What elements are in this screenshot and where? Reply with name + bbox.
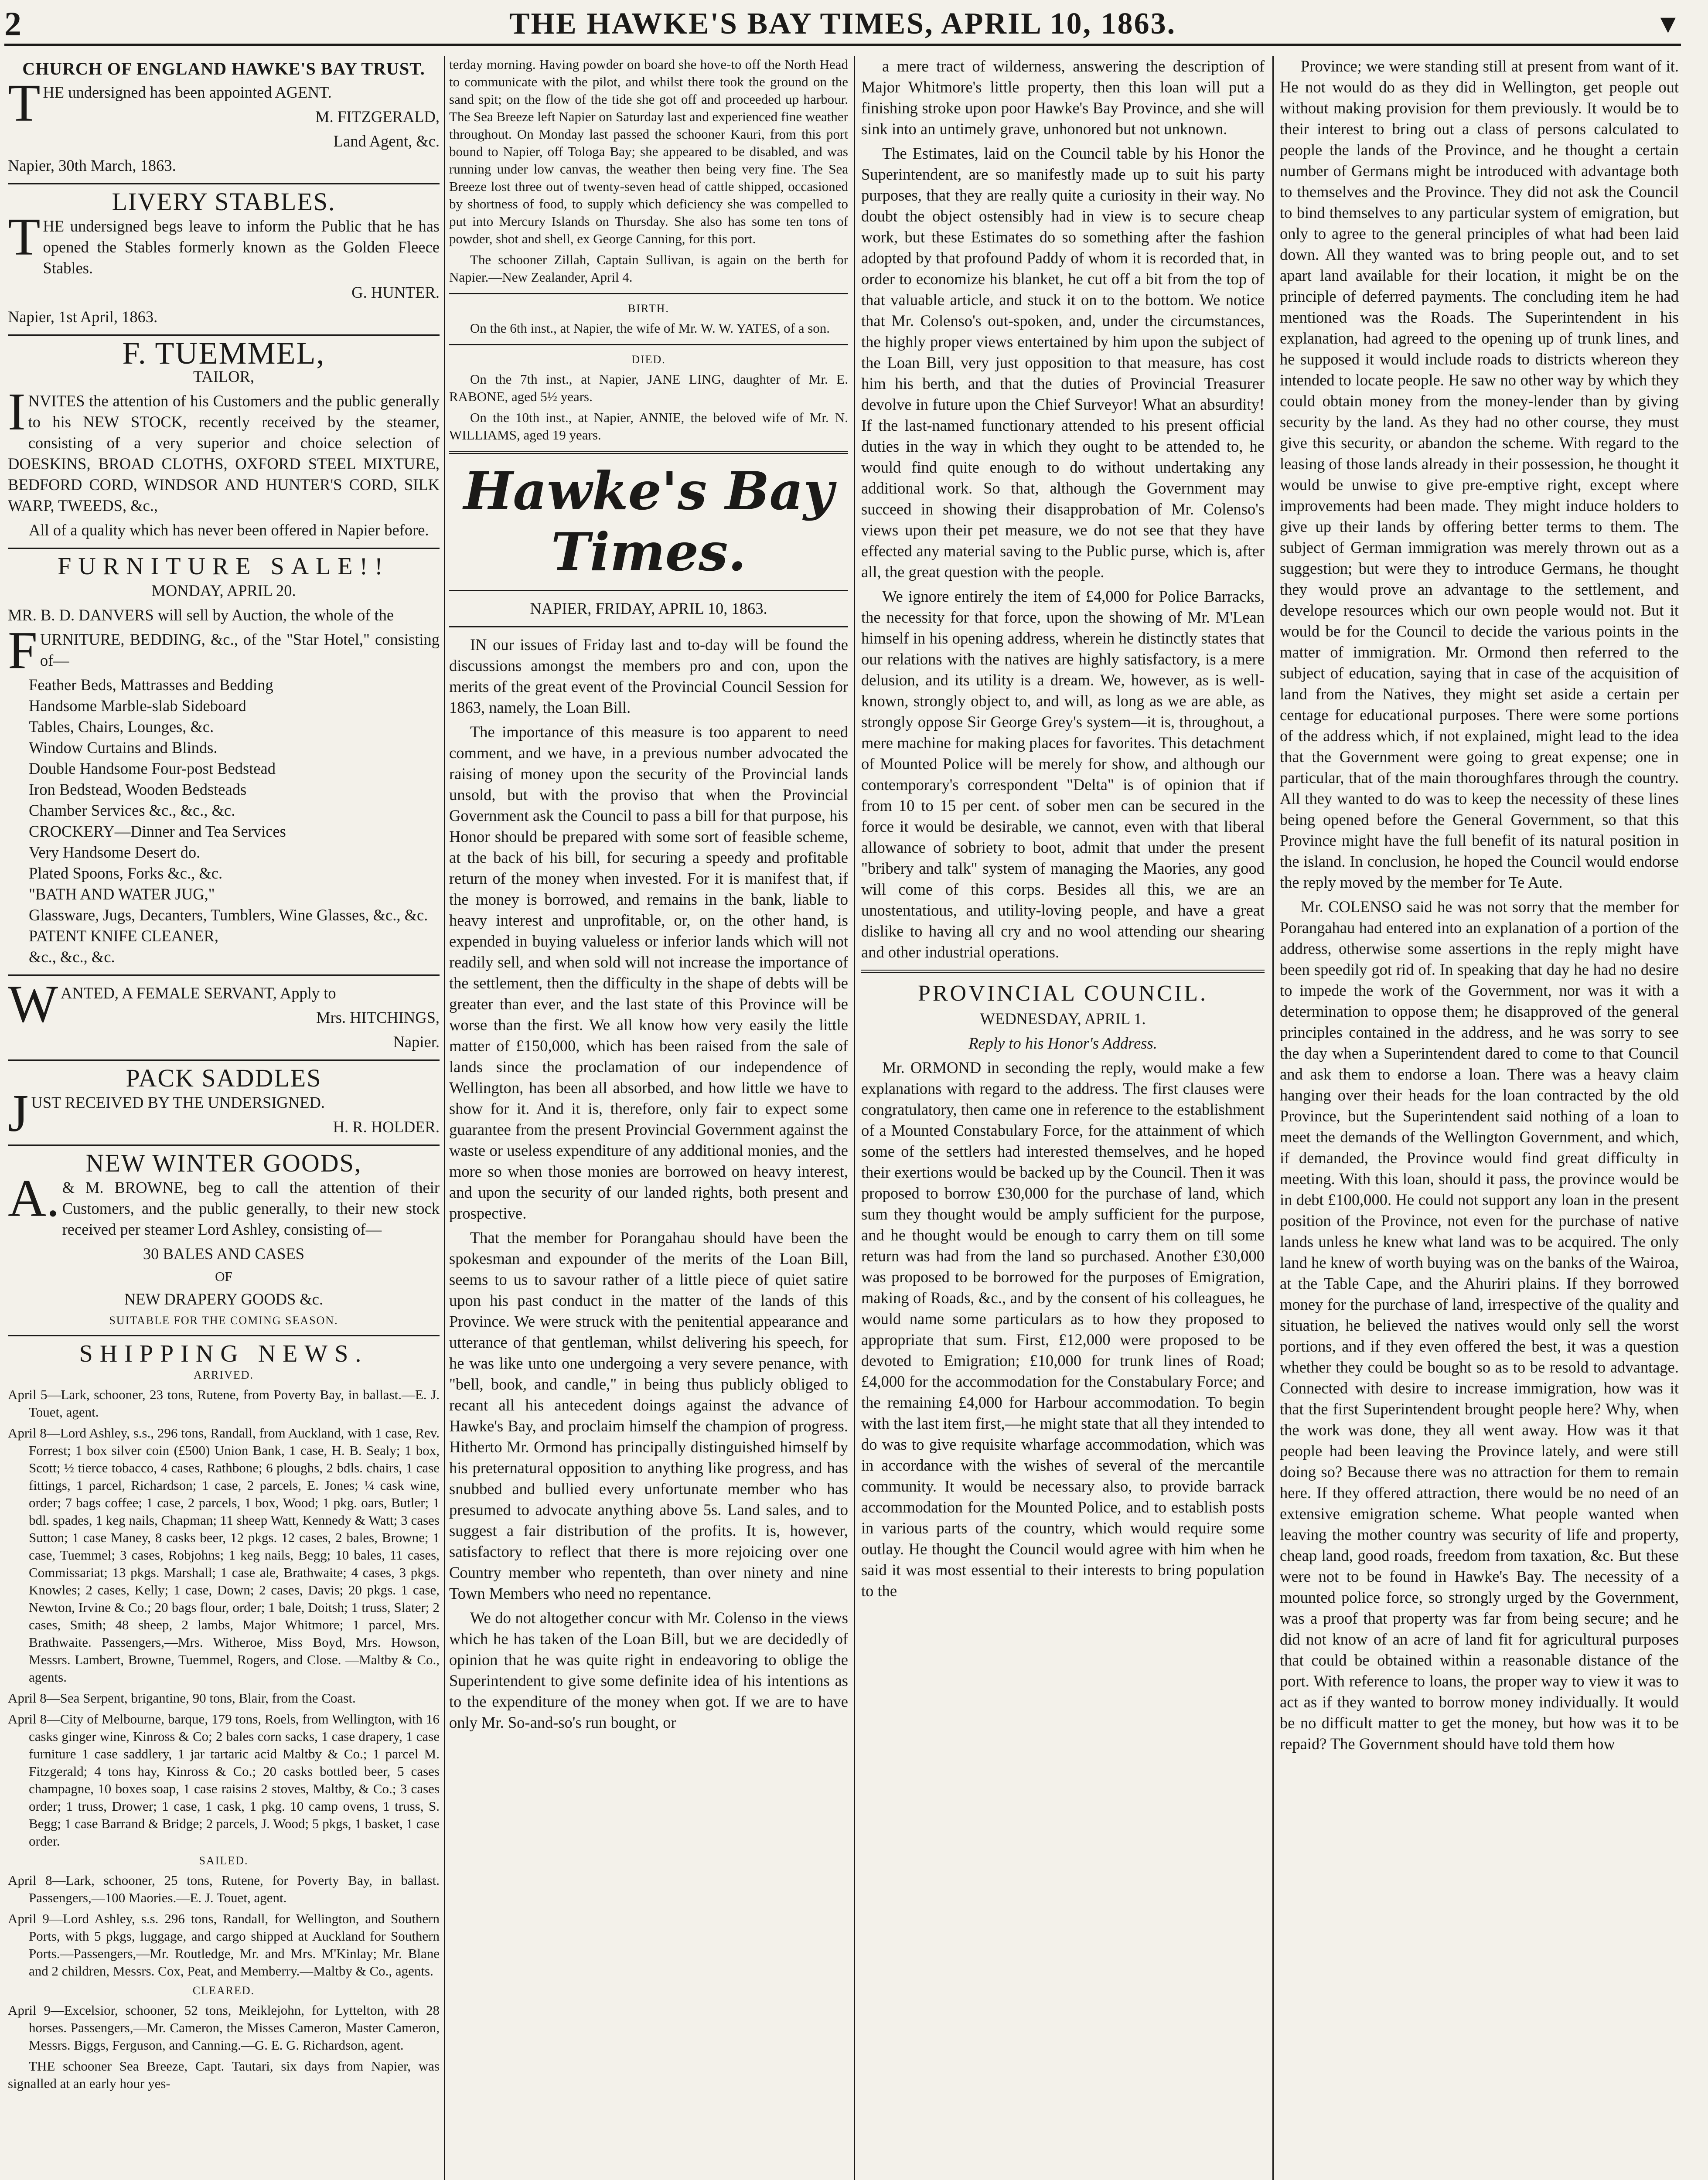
church-trust-role: Land Agent, &c. — [333, 132, 440, 150]
pack-saddles-signature: H. R. HOLDER. — [333, 1118, 440, 1136]
furniture-item: Very Handsome Desert do. — [29, 843, 201, 861]
church-trust-notice: THE undersigned has been appointed AGENT. — [8, 74, 332, 133]
furniture-item: Glassware, Jugs, Decanters, Tumblers, Wine Glasses, &c., &c. — [29, 906, 428, 924]
column-advertisements — [8, 56, 440, 2180]
tuemmel-notice-quality: All of a quality which has never been offered in Napier before. — [29, 521, 429, 539]
furniture-sale-intro: MR. B. D. DANVERS will sell by Auction, the whole of the — [8, 606, 394, 624]
masthead — [4, 4, 1681, 46]
sailing-entry: April 8—Lark, schooner, 25 tons, Rutene, for Poverty Bay, in ballast. Passengers,—100 Maories.—E. J. Touet, agent. — [8, 1873, 440, 1905]
pack-saddles-heading: PACK SADDLES — [126, 1064, 322, 1092]
column-council — [861, 56, 1265, 2180]
council-subheading: Reply to his Honor's Address. — [968, 1034, 1157, 1052]
tuemmel-notice: INVITES the attention of his Customers and the public generally to his NEW STOCK, recently received by the steamer, consisting of a very superior and choice selection of DOESKINS, BROAD CLOTHS, OXFORD STEEL MIXTURE, BEDFORD CORD, WINDSOR AND HUNTER'S CORD, SILK WARP, TWEEDS, &c., — [8, 382, 440, 514]
furniture-item: Chamber Services &c., &c., &c. — [29, 801, 235, 819]
furniture-item: Double Handsome Four-post Bedstead — [29, 760, 276, 777]
divider — [861, 970, 1265, 973]
death-notice: On the 10th inst., at Napier, ANNIE, the beloved wife of Mr. N. WILLIAMS, aged 19 years. — [449, 410, 848, 443]
tuemmel-heading: F. TUEMMEL, — [122, 336, 325, 371]
divider — [449, 451, 848, 454]
divider — [8, 183, 440, 184]
divider — [449, 293, 848, 294]
furniture-item: Handsome Marble-slab Sideboard — [29, 697, 246, 715]
furniture-item: CROCKERY—Dinner and Tea Services — [29, 822, 286, 840]
clearance-entry: April 9—Excelsior, schooner, 52 tons, Meiklejohn, for Lyttelton, with 28 horses. Passengers,—Mr. Cameron, the Misses Cameron, Master Cameron, Messrs. Biggs, Ferguson, and Canning.—G. E. G. Richardson, agent. — [8, 2003, 440, 2053]
divider — [449, 590, 848, 591]
council-paragraph: Province; we were standing still at present from want of it. He not would do as they did in Wellington, get people out without making provision for them previously. It would be to their interest to bring out a class of persons calculated to people the lands of the Province, and he thought a certain number of Germans might be introduced with advantage both to themselves and the Province. They did not ask the Council to bind themselves to any particular system of emigration, but only to agree to the general principles of what had been laid down. All they wanted was to bring people out, and to set apart land available for their location, it might be on the principle of deferred payments. The concluding item he had mentioned was the Roads. The Superintendent in his explanation, had agreed to the opening up of trunk lines, and he supposed it would include roads to districts whereon they intended to locate people. He saw no other way by which they could obtain money from the money-lender than by giving security by the land. As they had no other course, they must give this security, or abandon the scheme. With regard to the leasing of those lands already in their possession, he thought it would be unwise to give pre-emptive right, except where improvements had been made. They might induce holders to give up their lands by offering better terms to them. The subject of German immigration was merely thrown out as a suggestion; but were they to introduce Germans, he thought they would prove an advantage to the settlement, and develope resources which our own people would not. But it would be for the Council to decide the various points in the matter of immigration. Mr. Ormond then referred to the subject of education, saying that in case of the acquisition of land from the Natives, they might set aside a certain per centage for educational purposes. There were some portions of the address which, if not explained, might lead to the idea that the Government were going to great expense; one in particular, that of the main thoroughfares through the country. All they wanted to do was to keep the necessity of these lines being opened before the General Government, so that this Province might have the full benefit of its natural position in the island. In conclusion, he hoped the Council would endorse the reply moved by the member for Te Aute. — [1280, 57, 1679, 891]
editorial-paragraph: The Estimates, laid on the Council table by his Honor the Superintendent, are so manifestly made up to suit his party purposes, that they are really quite a curiosity in their way. No doubt the object ostensibly had in view is to secure cheap work, but these Estimates do so something after the fashion adopted by that profound Paddy of whom it is recorded that, in order to economize his blanket, he cut off a bit from the top of that valuable article, and stuck it on to the bottom. We notice that Mr. Colenso's out-spoken, and, under the circumstances, the highly proper views entertained by him upon the subject of the Loan Bill, very just opposition to that measure, has cost him his berth, and that the duties of Provincial Treasurer devolve in future upon the Chief Surveyor! What an absurdity! If the last-named functionary attended to his present official duties in the way in which they ought to be attended to, he would find quite enough to do without undertaking any additional work. So that, although the Government may succeed in showing their disapprobation of Mr. Colenso's views upon their pet measure, we do not see that they have effected any material saving to the Public purse, which is, after all, the great question with the people. — [861, 144, 1265, 581]
furniture-sale-body: FURNITURE, BEDDING, &c., of the "Star Hotel," consisting of— — [8, 621, 440, 680]
livery-heading: LIVERY STABLES. — [112, 187, 336, 216]
winter-goods-line: 30 BALES AND CASES — [143, 1245, 305, 1263]
arrival-entry: April 5—Lark, schooner, 23 tons, Rutene, from Poverty Bay, in ballast.—E. J. Touet, agent. — [8, 1387, 440, 1420]
winter-goods-line: OF — [215, 1269, 232, 1284]
winter-goods-notice: A.& M. BROWNE, beg to call the attention of their Customers, and the public generally, to their new stock received per steamer Lord Ashley, consisting of— — [8, 1169, 440, 1238]
furniture-item: Plated Spoons, Forks &c., &c. — [29, 864, 223, 882]
livery-notice: THE undersigned begs leave to inform the Public that he has opened the Stables formerly known as the Golden Fleece Stables. — [8, 208, 440, 277]
divider — [449, 626, 848, 627]
wanted-place: Napier. — [393, 1033, 440, 1051]
paper-nameplate: Hawke's Bay Times. — [464, 460, 834, 583]
editorial-paragraph: We ignore entirely the item of £4,000 for Police Barracks, the necessity for that force, upon the showing of Mr. M'Lean himself in his opening address, wherein he distinctly states that our relations with the natives are highly satisfactory, is a mere delusion, and its utility is a dream. We, however, as is well-known, strongly object to, and will, as long as we are able, as strongly oppose Sir George Grey's system—it is, throughout, a mere machine for making places for favorites. This detachment of Mounted Police will be merely for show, and although our contemporary's correspondent "Delta" is of opinion that if from 10 to 15 per cent. of sober men can be secured in the force it would be desirable, we cannot, even with that liberal allowance of sobriety to boot, admit that under the present "bribery and talk" system of managing the Maories, any good will come of this corps. Besides all this, we are an unostentatious, and utility-loving people, and have a great dislike to having all cry and no wool attending our shearing and other industrial operations. — [861, 587, 1265, 961]
church-trust-signature: M. FITZGERALD, — [315, 108, 440, 126]
birth-label: BIRTH. — [628, 302, 669, 315]
council-paragraph: Mr. ORMOND in seconding the reply, would make a few explanations with regard to the address. The first clauses were congratulatory, then came one in reference to the establishment of a Mounted Constabulary Force, for the attainment of which some of the settlers had interested themselves, and he hoped their exertions would be backed up by the Council. Then it was proposed to borrow £30,000 for the purchase of land, which sum they thought would be amply sufficient for the purpose, and he thought would be enough to carry them on till some return was had from the land so purchased. Another £30,000 was proposed to be borrowed for the purposes of Emigration, making of Roads, &c., and by the consent of his colleagues, he would name some particulars as to how they proposed to appropriate that sum. First, £12,000 were proposed to be devoted to Emigration; £10,000 for trunk lines of Road; £4,000 for the accommodation for the Constabulary Force; and the remaining £4,000 for Harbour accommodation. To begin with the last item first,—he might state that all they intended to do was to give requisite wharfage accommodation, which was in accordance with the wishes of several of the mercantile community. It would be necessary also, to provide barrack accommodation for the Mounted Police, and to establish posts in various parts of the country, which would require some outlay. He thought the Council would agree with him when he said it was most essential to their interests to bring population to the — [861, 1059, 1265, 1600]
winter-goods-line: NEW DRAPERY GOODS &c. — [124, 1290, 324, 1308]
wanted-signature: Mrs. HITCHINGS, — [316, 1008, 440, 1026]
divider — [8, 974, 440, 976]
arrival-entry: April 8—Lord Ashley, s.s., 296 tons, Randall, from Auckland, with 1 case, Rev. Forrest; 1 box silver coin (£500) Union Bank, 1 case, H. B. Sealy; 1 box, Scott; ½ tierce tobacco, 4 cases, Rathbone; 6 ploughs, 2 bdls. chairs, 1 case fittings, 1 parcel, Richardson; 1 case, 2 parcels, E. Jones; ¼ cask wine, order; 7 bags coffee; 1 case, 2 parcels, 1 box, Wood; 1 pkg. oars, Butler; 1 bdl. spades, 1 keg nails, Chapman; 11 sheep Watt, Kennedy & Watt; 3 cases Sutton; 1 case Maney, 8 casks beer, 12 pkgs. 12 cases, 2 bales, Browne; 1 case, Tuemmel; 3 cases, Robjohns; 1 keg nails, Begg; 10 bales, 11 cases, Commissariat; 13 pkgs. Marshall; 1 case ale, Brathwaite; 4 cases, 3 pkgs. Knowles; 2 cases, Kelly; 1 case, Down; 2 cases, Davis; 20 pkgs. 1 case, Newton, Irvine & Co.; 20 bags flour, order; 1 bale, Doitsh; 1 truss, Slater; 2 cases, Smith; 48 sheep, 2 lambs, Major Whitmore; 1 parcel, Mrs. Brathwaite. Passengers,—Mrs. Witheroe, Miss Boyd, Mrs. Howson, Messrs. Lambert, Browne, Tuemmel, Rogers, and Close. —Maltby & Co., agents. — [8, 1425, 440, 1685]
printer-mark-icon: ▼ — [1655, 9, 1681, 38]
council-report — [861, 1057, 1265, 1601]
furniture-item: Iron Bedstead, Wooden Bedsteads — [29, 780, 247, 798]
arrived-label: ARRIVED. — [193, 1369, 254, 1381]
furniture-items-list — [8, 674, 440, 967]
furniture-item: PATENT KNIFE CLEANER, — [29, 927, 218, 945]
council-report-continued — [1280, 56, 1679, 1754]
council-date: WEDNESDAY, APRIL 1. — [980, 1010, 1146, 1028]
editorial-paragraph: The importance of this measure is too apparent to need comment, and we have, in a previous number advocated the raising of money upon the security of the Provincial lands unsold, but with the proviso that when the Provincial Government ask the Council to pass a bill for that purpose, his Honor should be prepared with some sort of feasible scheme, at the back of his bill, for securing a speedy and profitable return of the money when invested. For it is manifest that, if the money is borrowed, and remains in the bank, liable to heavy interest and unprofitable, or, on the other hand, is expended in buying valueless or inferior lands which will not readily sell, and when sold will not increase the importance of the settlement, then the difficulty in the shape of debts will be greater than ever, and the last state of this Province will be worse than the first. We all know how very easily the little matter of £150,000, which has been raised from the sale of lands since the proclamation of our independence of Wellington, has been all absorbed, and how little we have to show for it. And it is, therefore, only fair to expect some guarantee from the present Provincial Government against the waste or useless expenditure of any additional monies, and the more so when those monies are borrowed on heavy interest, and upon the security of our landed rights, both present and prospective. — [449, 723, 848, 1222]
editorial-paragraph: a mere tract of wilderness, answering the description of Major Whitmore's little property, then this loan will put a finishing stroke upon poor Hawke's Bay Province, and she will sink into an untimely grave, unhonored but not unknown. — [861, 57, 1265, 138]
winter-goods-line: SUITABLE FOR THE COMING SEASON. — [109, 1314, 338, 1327]
shipping-news-heading: SHIPPING NEWS. — [79, 1340, 368, 1367]
editorial-body — [449, 634, 848, 1733]
sailing-entry: April 9—Lord Ashley, s.s. 296 tons, Randall, for Wellington, and Southern Ports, with 5 pkgs, luggage, and cargo shipped at Auckland for Southern Ports.—Passengers,—Mr. Routledge, Mr. and Mrs. M'Kinlay; Mr. Blane and 2 children, Messrs. Cox, Peat, and Memberry.—Maltby & Co., agents. — [8, 1911, 440, 1979]
church-trust-heading: CHURCH OF ENGLAND HAWKE'S BAY TRUST. — [22, 59, 425, 78]
furniture-item: &c., &c., &c. — [29, 948, 115, 966]
furniture-item: "BATH AND WATER JUG," — [29, 885, 215, 903]
wanted-notice: WANTED, A FEMALE SERVANT, Apply to — [8, 974, 336, 1033]
divider — [8, 1144, 440, 1146]
died-label: DIED. — [631, 353, 666, 366]
page-number: 2 — [4, 5, 21, 43]
furniture-item: Window Curtains and Blinds. — [29, 739, 218, 756]
column-rule — [854, 56, 855, 2180]
sailings-list — [8, 1872, 440, 1980]
column-editorial — [449, 56, 848, 2180]
council-paragraph: Mr. COLENSO said he was not sorry that the member for Porangahau had entered into an explanation of a portion of the address, otherwise some assertions in the reply might have been speedily got rid of. In speaking that day he had no desire to impede the work of the Government, nor was it with a determination to oppose them; he disapproved of the general principles contained in the address, and he was sorry to see the day when a Superintendent dared to come to that Council and ask them to endorse a loan. There was a heavy claim hanging over their heads for the loan contracted by the old Province, but the Superintendent said nothing of a loan to meet the demands of the Wellington Government, and which, if demanded, the Province would find great difficulty in meeting. With this loan, should it pass, the province would be in debt £100,000. He could not support any loan in the present position of the Province, not even for the purchase of native lands unless he knew what land was to be acquired. The only land he knew of worth buying was on the banks of the Wairoa, at the Table Cape, and the Ahuriri plains. If they borrowed money for the purchase of land, irrespective of the quality and situation, he believed the natives would only sell the worst portions, and if they even offered the best, it was a question whether they could be bought so as to be resold to advantage. Connected with desire to increase immigration, how was it that the first Superintendent brought people here? Why, when the work was done, they all went away. How was it that people had been leaving the Province lately, and were still doing so? Because there was no attraction for them to remain here. If they offered attraction, there would be no need of an extensive emigration scheme. What people wanted when leaving the mother country was security of life and property, cheap land, good roads, freedom from taxation, &c. But these were not to be found in Hawke's Bay. The necessity of a mounted police force, so strongly urged by the Government, was a proof that property was far from being secure; and he did not know of an acre of land fit for agricultural purposes that could be obtained within a reasonable distance of the port. With reference to loans, the proper way to view it was to act as if they wanted to borrow money individually. It would be no difficult matter to get the money, but how was it to be repaid? The Government should have told them how — [1280, 898, 1679, 1753]
divider — [8, 548, 440, 549]
tuemmel-subheading: TAILOR, — [193, 368, 254, 385]
clearances-list — [8, 2002, 440, 2054]
arrival-entry: April 8—City of Melbourne, barque, 179 tons, Roels, from Wellington, with 16 casks ginger wine, Kinross & Co; 2 bales corn sacks, 1 case drapery, 1 case furniture 1 case saddlery, 1 jar tartaric acid Maltby & Co.; 1 parcel M. Fitzgerald; 4 tons hay, Kinross & Co.; 20 casks bottled beer, 5 cases champagne, 10 boxes soap, 1 case raisins 2 stoves, Maltby, & Co.; 3 cases order; 1 truss, Drower; 1 case, 1 cask, 1 pkg. 10 camp ovens, 1 truss, S. Begg; 1 case Barrand & Bridge; 2 parcels, J. Wood; 5 pkgs, 1 basket, 1 case order. — [8, 1711, 440, 1849]
death-notice: On the 7th inst., at Napier, JANE LING, daughter of Mr. E. RABONE, aged 5½ years. — [449, 371, 848, 404]
editorial-paragraph: That the member for Porangahau should have been the spokesman and expounder of the merits of the Loan Bill, seems to us to savour rather of a little piece of quiet satire upon his past conduct in the matter of the lands of this Province. We were struck with the penitential appearance and utterance of that gentleman, whilst delivering his speech, for he was like unto one undergoing a very severe penance, with "bell, book, and candle," in being thus publicly obliged to recant all his antecedent doings against the advance of Hawke's Bay, and proclaim himself the champion of progress. Hitherto Mr. Ormond has principally distinguished himself by his preternatural opposition to anything like progress, and has snubbed and bullied every unfortunate member who has presumed to advocate anything above 5s. Land sales, and to suggest a fair distribution of the profits. It is, however, satisfactory to reflect that there is more rejoicing over one Country member who repenteth, than over ninety and nine Town Members who need no repentance. — [449, 1229, 848, 1602]
furniture-sale-heading: FURNITURE SALE!! — [58, 553, 390, 580]
furniture-item: Tables, Chairs, Lounges, &c. — [29, 718, 214, 736]
column-rule — [444, 56, 445, 2180]
church-trust-date: Napier, 30th March, 1863. — [8, 157, 176, 174]
council-heading: PROVINCIAL COUNCIL. — [917, 981, 1208, 1006]
furniture-item: Feather Beds, Mattrasses and Bedding — [29, 676, 273, 694]
editorial-paragraph: IN our issues of Friday last and to-day will be found the discussions amongst the members pro and con, upon the merits of the great event of the Provincial Council Session for 1863, namely, the Loan Bill. — [449, 636, 848, 716]
zillah-note: The schooner Zillah, Captain Sullivan, is again on the berth for Napier.—New Zealander, April 4. — [449, 252, 848, 285]
page-title: THE HAWKE'S BAY TIMES, APRIL 10, 1863. — [509, 7, 1176, 41]
arrivals-list — [8, 1386, 440, 1850]
divider — [8, 1059, 440, 1061]
birth-notice: On the 6th inst., at Napier, the wife of Mr. W. W. YATES, of a son. — [470, 320, 830, 336]
shipping-closing-note: THE schooner Sea Breeze, Capt. Tautari, six days from Napier, was signalled at an early hour yes- — [8, 2058, 440, 2091]
divider — [8, 1335, 440, 1336]
editorial-paragraph: We do not altogether concur with Mr. Colenso in the views which he has taken of the Loan Bill, but we are decidedly of opinion that he was quite right in endeavoring to oblige the Superintendent to give some definite idea of his intentions as to the expenditure of the money when got. If we are to have only Mr. So-and-so's run bought, or — [449, 1609, 848, 1731]
livery-date: Napier, 1st April, 1863. — [8, 308, 158, 326]
livery-signature: G. HUNTER. — [351, 283, 440, 301]
sailed-label: SAILED. — [199, 1854, 249, 1867]
editorial-continued — [861, 56, 1265, 963]
pack-saddles-notice: JUST RECEIVED BY THE UNDERSIGNED. — [8, 1084, 325, 1143]
shipping-continued: terday morning. Having powder on board she hove-to off the North Head to communicate with the pilot, and whilst there took the ground on the sand spit; on the flow of the tide she got off and proceeded up harbour. The Sea Breeze left Napier on Saturday last and experienced fine weather throughout. On Monday last passed the schooner Kauri, from this port bound to Napier, off Tologa Bay; she appeared to be disabled, and was running under low canvas, the weather then being very fine. The Sea Breeze lost three out of twenty-seven head of cattle shipped, occasioned by shortness of food, to supply which deficiency she was compelled to put into Mercury Islands on Thursday. She also has some ten tons of powder, shot and shell, ex George Canning, for this port. — [449, 57, 848, 246]
winter-goods-heading: NEW WINTER GOODS, — [85, 1149, 362, 1177]
furniture-sale-date: MONDAY, APRIL 20. — [151, 582, 296, 600]
divider — [449, 344, 848, 345]
arrival-entry: April 8—Sea Serpent, brigantine, 90 tons, Blair, from the Coast. — [8, 1690, 356, 1706]
editorial-dateline: NAPIER, FRIDAY, APRIL 10, 1863. — [530, 600, 767, 617]
column-council-continued — [1280, 56, 1679, 2180]
column-rule — [1272, 56, 1274, 2180]
cleared-label: CLEARED. — [192, 1984, 255, 1997]
